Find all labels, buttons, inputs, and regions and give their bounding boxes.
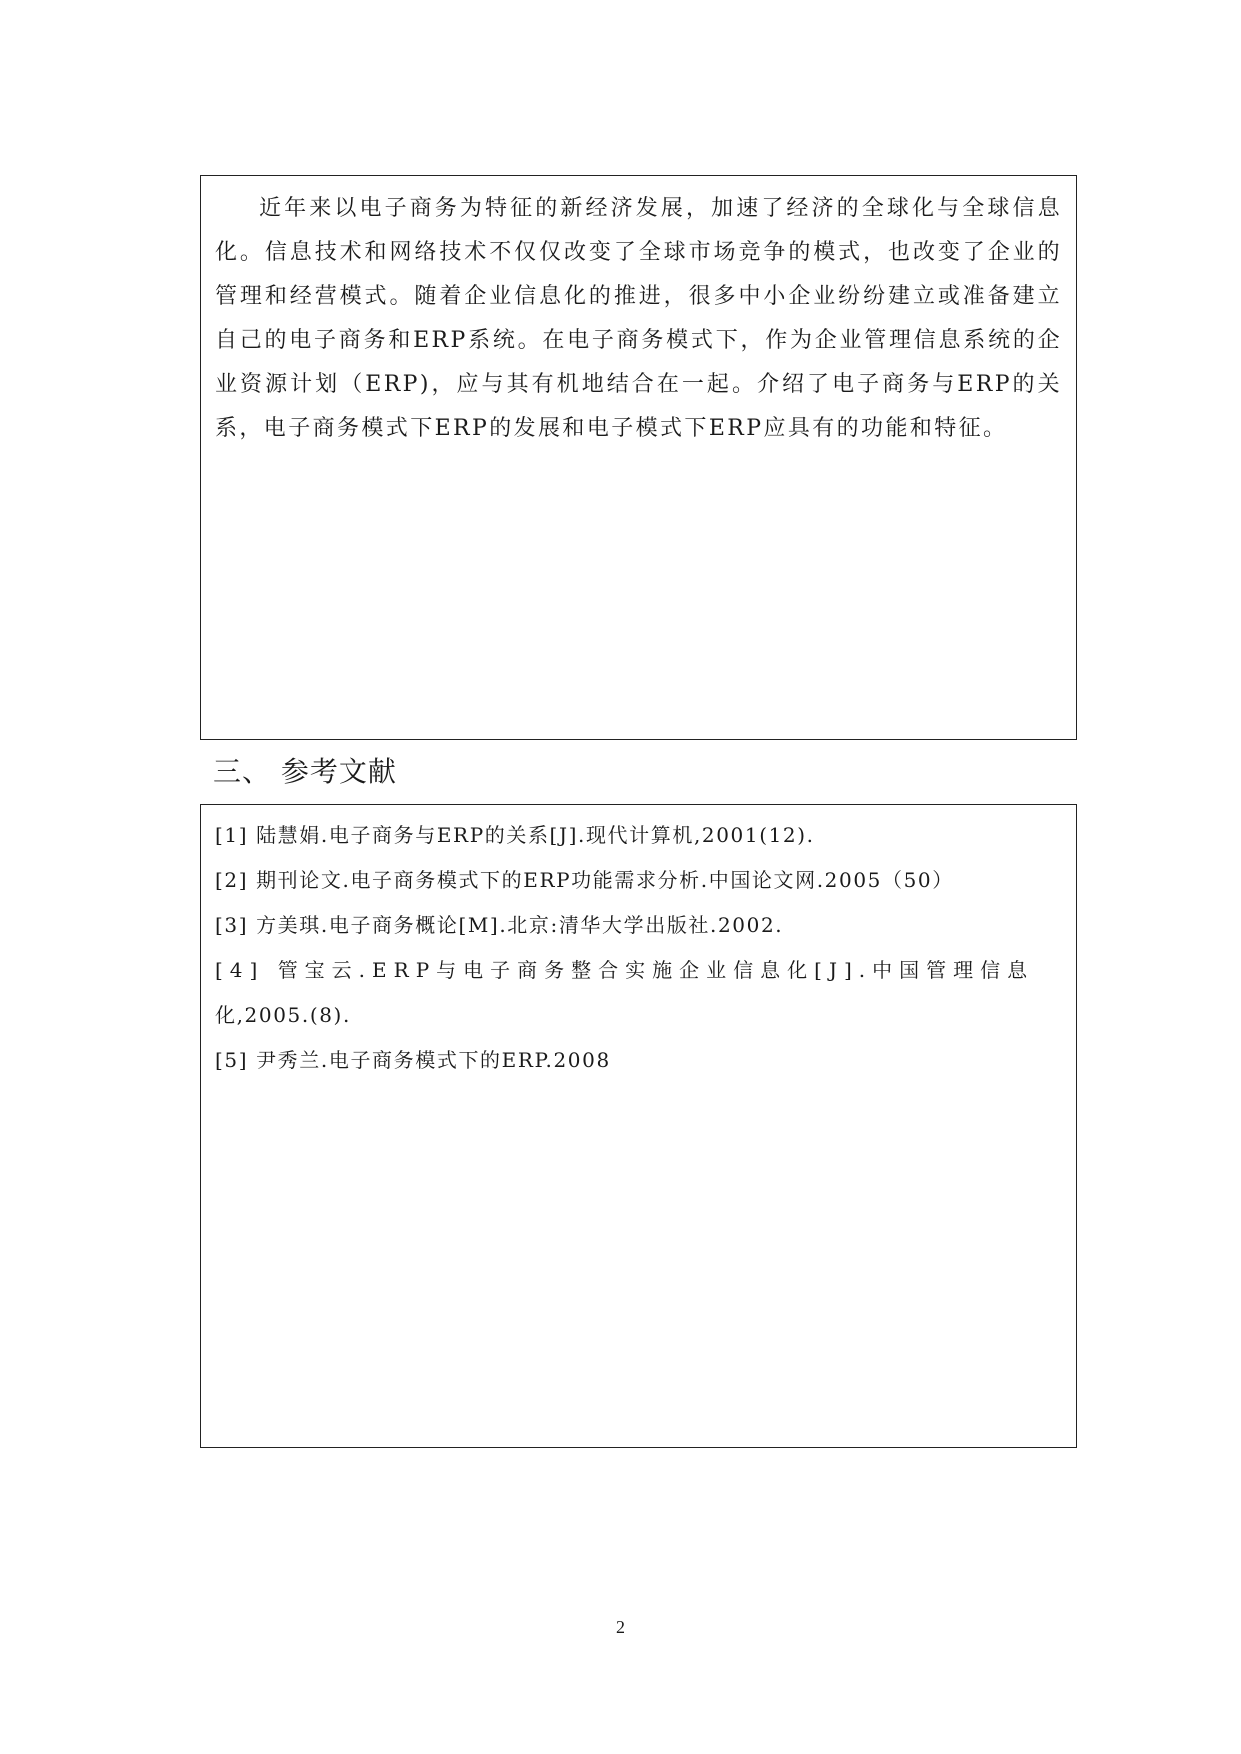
references-box [200, 804, 1077, 1448]
reference-item-4: [4] 管宝云.ERP与电子商务整合实施企业信息化[J].中国管理信息 [215, 958, 1035, 982]
abstract-box [200, 175, 1077, 740]
reference-item-3: [3] 方美琪.电子商务概论[M].北京:清华大学出版社.2002. [215, 913, 784, 937]
abstract-text: 近年来以电子商务为特征的新经济发展，加速了经济的全球化与全球信息化。信息技术和网络技术不仅仅改变了全球市场竞争的模式，也改变了企业的管理和经营模式。随着企业信息化的推进，很多中小企业纷纷建立或准备建立自己的电子商务和ERP系统。在电子商务模式下，作为企业管理信息系统的企业资源计划（ERP)，应与其有机地结合在一起。介绍了电子商务与ERP的关系，电子商务模式下ERP的发展和电子模式下ERP应具有的功能和特征。 [215, 196, 1062, 441]
reference-item-2: [2] 期刊论文.电子商务模式下的ERP功能需求分析.中国论文网.2005（50） [215, 868, 954, 892]
section-heading-references: 三、 参考文献 [213, 755, 397, 788]
reference-item-1: [1] 陆慧娟.电子商务与ERP的关系[J].现代计算机,2001(12). [215, 823, 815, 847]
page-number: 2 [616, 1617, 625, 1637]
reference-list [215, 813, 1062, 1083]
reference-item-4-continued: 化,2005.(8). [215, 1003, 351, 1027]
reference-item-5: [5] 尹秀兰.电子商务模式下的ERP.2008 [215, 1048, 611, 1072]
